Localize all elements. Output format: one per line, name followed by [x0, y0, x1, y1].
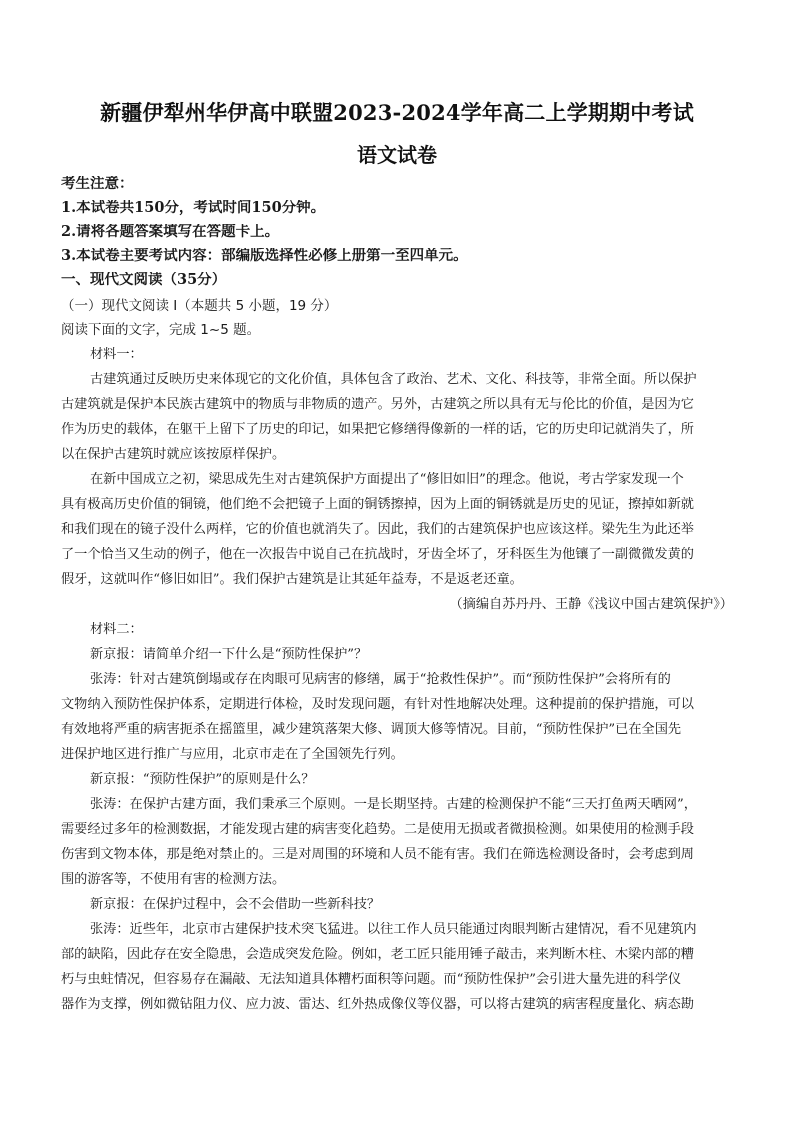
paragraph-line: 以在保护古建筑时就应该按原样保护。: [61, 447, 286, 462]
interview-line: 文物纳入预防性保护体系，定期进行体检，及时发现问题，有针对性地解决处理。这种提前的保护措施，可以: [61, 697, 694, 712]
part-title: （一）现代文阅读 I（本题共 5 小题，19 分）: [61, 298, 338, 314]
interview-line: 新京报：在保护过程中，会不会借助一些新科技？: [90, 897, 381, 912]
paragraph-line: 具有极高历史价值的铜镜，他们绝不会把镜子上面的铜锈擦掉，因为上面的铜锈就是历史的见证，擦掉如新就: [61, 497, 694, 512]
instruction: 阅读下面的文字，完成 1~5 题。: [61, 322, 261, 338]
interview-line: 新京报：请简单介绍一下什么是“预防性保护”？: [90, 647, 368, 662]
interview-line: 器作为支撑，例如微钻阻力仪、应力波、雷达、红外热成像仪等仪器，可以将古建筑的病害程度量化、病态勘: [61, 997, 694, 1012]
exam-title: 新疆伊犁州华伊高中联盟2023-2024学年高二上学期期中考试: [100, 100, 694, 125]
interview-line: 张涛：近些年，北京市古建保护技术突飞猛进。以往工作人员只能通过肉眼判断古建情况，看不见建筑内: [90, 922, 697, 937]
interview-line: 进保护地区进行推广与应用，北京市走在了全国领先行列。: [61, 747, 404, 762]
exam-subtitle: 语文试卷: [357, 143, 437, 167]
interview-line: 围的游客等，不使用有害的检测方法。: [61, 872, 286, 887]
interview-line: 伤害到文物本体，那是绝对禁止的。三是对周围的环境和人员不能有害。我们在筛选检测设备时，会考虑到周: [61, 847, 694, 862]
interview-line: 部的缺陷，因此存在安全隐患，会造成突发危险。例如，老工匠只能用锤子敲击，来判断木柱、木梁内部的糟: [61, 947, 694, 962]
paragraph-line: 了一个恰当又生动的例子，他在一次报告中说自己在抗战时，牙齿全坏了，牙科医生为他镶了一副微微发黄的: [61, 547, 694, 562]
paragraph-line: 古建筑通过反映历史来体现它的文化价值，具体包含了政治、艺术、文化、科技等，非常全面。所以保护: [90, 372, 697, 387]
interview-line: 新京报：“预防性保护”的原则是什么？: [90, 772, 315, 787]
interview-line: 张涛：针对古建筑倒塌或存在肉眼可见病害的修缮，属于“抢救性保护”。而“预防性保护”会将所有的: [90, 672, 671, 687]
notice-heading: 考生注意：: [61, 176, 134, 192]
paragraph-line: 和我们现在的镜子没什么两样，它的价值也就消失了。因此，我们的古建筑保护也应该这样。梁先生为此还举: [61, 522, 694, 537]
notice-item: 1.本试卷共150分，考试时间150分钟。: [61, 200, 326, 216]
paragraph-line: 在新中国成立之初，梁思成先生对古建筑保护方面提出了“修旧如旧”的理念。他说，考古学家发现一个: [90, 472, 684, 487]
paragraph-line: 假牙，这就叫作“修旧如旧”。我们保护古建筑是让其延年益寿，不是返老还童。: [61, 572, 523, 587]
notice-item: 2.请将各题答案填写在答题卡上。: [61, 224, 280, 240]
paragraph-line: 作为历史的载体，在躯干上留下了历史的印记，如果把它修缮得像新的一样的话，它的历史印记就消失了，所: [61, 422, 694, 437]
interview-line: 朽与虫蛀情况，但容易存在漏敲、无法知道具体糟朽面积等问题。而“预防性保护”会引进大量先进的科学仪: [61, 972, 682, 987]
notice-item: 3.本试卷主要考试内容：部编版选择性必修上册第一至四单元。: [61, 248, 468, 264]
paragraph-line: 古建筑就是保护本民族古建筑中的物质与非物质的遗产。另外，古建筑之所以具有无与伦比的价值，是因为它: [61, 397, 694, 412]
interview-line: 有效地将严重的病害扼杀在摇篮里，减少建筑落架大修、调顶大修等情况。目前，“预防性保护”已在全国先: [61, 722, 682, 737]
material-label: 材料一：: [90, 347, 143, 362]
material-source: （摘编自苏丹丹、王静《浅议中国古建筑保护》）: [449, 597, 733, 612]
interview-line: 张涛：在保护古建方面，我们秉承三个原则。一是长期坚持。古建的检测保护不能“三天打鱼两天晒网”，: [90, 797, 697, 812]
section-title: 一、现代文阅读（35分）: [61, 272, 227, 288]
material-label: 材料二：: [90, 622, 143, 637]
interview-line: 需要经过多年的检测数据，才能发现古建的病害变化趋势。二是使用无损或者微损检测。如果使用的检测手段: [61, 822, 694, 837]
